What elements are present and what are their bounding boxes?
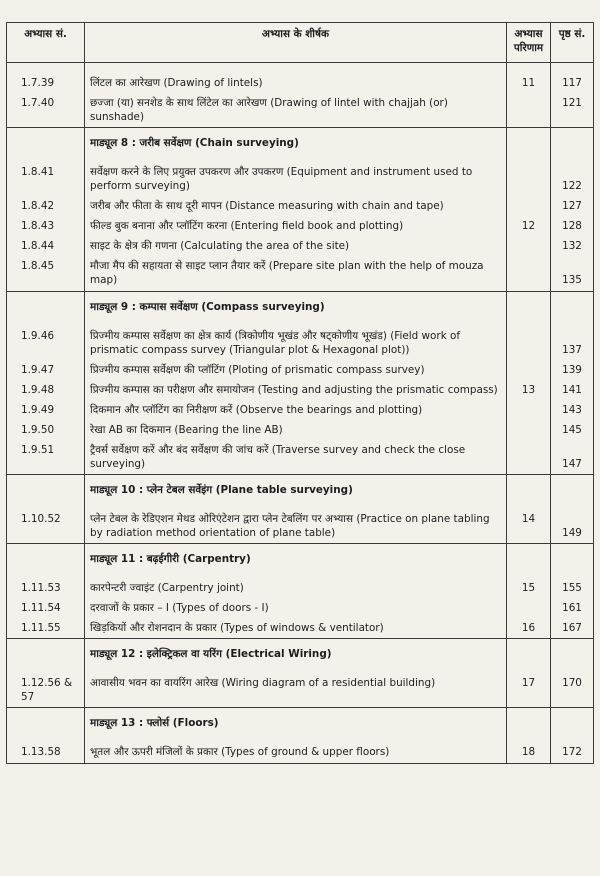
module-result: 18: [507, 742, 551, 763]
exercise-page: 117: [551, 73, 594, 93]
table-row: [7, 578, 594, 598]
exercise-title: सर्वेक्षण करने के लिए प्रयुक्त उपकरण और उपकरण (Equipment and instrument used to perform surveying): [85, 162, 507, 196]
exercise-title: प्रिज्मीय कम्पास सर्वेक्षण की प्लॉटिंग (Ploting of prismatic compass survey): [85, 360, 507, 380]
exercise-no: 1.9.47: [7, 360, 85, 380]
exercise-result: [507, 598, 551, 618]
exercise-no: 1.9.49: [7, 400, 85, 420]
exercise-no: 1.9.48: [7, 380, 85, 400]
exercise-page: 135: [551, 256, 594, 291]
blank-cell: [507, 400, 551, 420]
exercise-no: 1.9.46: [7, 326, 85, 360]
table-row: [7, 73, 594, 93]
exercise-page: 122: [551, 162, 594, 196]
blank-cell: [507, 360, 551, 380]
exercise-page: 132: [551, 236, 594, 256]
col-header-result-line2: परिणाम: [513, 42, 544, 55]
table-row: [7, 440, 594, 475]
exercise-title: जरीब और फीता के साथ दूरी मापन (Distance measuring with chain and tape): [85, 196, 507, 216]
col-header-result: [507, 23, 551, 63]
blank-cell: [551, 544, 594, 579]
module-heading: माड्यूल 8 : जरीब सर्वेक्षण (Chain surveying): [85, 128, 507, 163]
blank-cell: [7, 128, 85, 163]
table-row: [7, 380, 594, 400]
exercise-no: 1.8.43: [7, 216, 85, 236]
table-row: [7, 216, 594, 236]
module-heading: माड्यूल 13 : फ्लोर्स (Floors): [85, 708, 507, 743]
module-heading-row: [7, 291, 594, 326]
blank-cell: [551, 639, 594, 674]
blank-cell: [507, 474, 551, 509]
exercise-no: 1.7.39: [7, 73, 85, 93]
exercise-page: 141: [551, 380, 594, 400]
blank-cell: [507, 326, 551, 360]
exercise-title: आवासीय भवन का वायरिंग आरेख (Wiring diagram of a residential building): [85, 673, 507, 708]
blank-cell: [507, 544, 551, 579]
exercise-result: 11: [507, 73, 551, 93]
table-row: [7, 196, 594, 216]
blank-cell: [551, 474, 594, 509]
exercise-page: 147: [551, 440, 594, 475]
exercise-title: प्रिज्मीय कम्पास सर्वेक्षण का क्षेत्र कार्य (त्रिकोणीय भूखंड और षट्कोणीय भूखंड) (Field work of prismatic compass survey (Triangular plot & Hexagonal plot)): [85, 326, 507, 360]
module-heading-row: [7, 544, 594, 579]
table-row: [7, 256, 594, 291]
exercise-no: 1.8.44: [7, 236, 85, 256]
exercise-page: 172: [551, 742, 594, 763]
blank-cell: [507, 128, 551, 163]
module-heading-row: [7, 474, 594, 509]
module-result: 12: [507, 216, 551, 236]
table-row: [7, 162, 594, 196]
exercise-title: मौजा मैप की सहायता से साइट प्लान तैयार करें (Prepare site plan with the help of mouza map): [85, 256, 507, 291]
exercise-page: 139: [551, 360, 594, 380]
blank-cell: [507, 440, 551, 475]
exercise-title: लिंटल का आरेखण (Drawing of lintels): [85, 73, 507, 93]
module-heading: माड्यूल 12 : इलेक्ट्रिकल वा यरिंग (Electrical Wiring): [85, 639, 507, 674]
table-row: [7, 598, 594, 618]
table-row: [7, 420, 594, 440]
exercise-title: भूतल और ऊपरी मंजिलों के प्रकार (Types of ground & upper floors): [85, 742, 507, 763]
table-row: [7, 400, 594, 420]
exercise-page: 121: [551, 93, 594, 128]
blank-cell: [507, 639, 551, 674]
exercise-no: 1.7.40: [7, 93, 85, 128]
module-heading-row: [7, 708, 594, 743]
blank-cell: [7, 291, 85, 326]
exercise-title: रेखा AB का दिकमान (Bearing the line AB): [85, 420, 507, 440]
table-row: [7, 618, 594, 639]
exercise-page: 170: [551, 673, 594, 708]
table-row: [7, 236, 594, 256]
exercise-no: 1.13.58: [7, 742, 85, 763]
blank-cell: [507, 708, 551, 743]
exercise-page: 149: [551, 509, 594, 544]
exercise-title: दिकमान और प्लॉटिंग का निरीक्षण करें (Observe the bearings and plotting): [85, 400, 507, 420]
blank-cell: [507, 196, 551, 216]
col-header-page: पृष्ठ सं.: [551, 23, 594, 63]
exercise-page: 127: [551, 196, 594, 216]
blank-cell: [551, 128, 594, 163]
module-result: 17: [507, 673, 551, 708]
module-heading-row: [7, 128, 594, 163]
header-row: [7, 23, 594, 63]
exercise-title: कारपेन्टरी ज्वाइंट (Carpentry joint): [85, 578, 507, 598]
exercise-no: 1.8.41: [7, 162, 85, 196]
exercise-title: फील्ड बुक बनाना और प्लॉटिंग करना (Entering field book and plotting): [85, 216, 507, 236]
blank-cell: [507, 162, 551, 196]
exercise-result: 15: [507, 578, 551, 598]
table-row: [7, 326, 594, 360]
module-heading: माड्यूल 9 : कम्पास सर्वेक्षण (Compass surveying): [85, 291, 507, 326]
module-heading: माड्यूल 10 : प्लेन टेबल सर्वेइंग (Plane table surveying): [85, 474, 507, 509]
table-row: [7, 509, 594, 544]
blank-cell: [7, 544, 85, 579]
exercise-result: [507, 93, 551, 128]
contents-table: [6, 22, 594, 764]
exercise-page: 167: [551, 618, 594, 639]
contents-page: [6, 22, 593, 764]
exercise-no: 1.9.50: [7, 420, 85, 440]
exercise-no: 1.8.45: [7, 256, 85, 291]
exercise-page: 137: [551, 326, 594, 360]
exercise-no: 1.9.51: [7, 440, 85, 475]
exercise-no: 1.10.52: [7, 509, 85, 544]
exercise-no: 1.11.54: [7, 598, 85, 618]
blank-cell: [551, 708, 594, 743]
blank-cell: [507, 291, 551, 326]
module-result: 14: [507, 509, 551, 544]
exercise-title: प्रिज्मीय कम्पास का परीक्षण और समायोजन (Testing and adjusting the prismatic compass): [85, 380, 507, 400]
blank-cell: [551, 291, 594, 326]
exercise-no: 1.12.56 & 57: [7, 673, 85, 708]
exercise-title: खिड़कियों और रोशनदान के प्रकार (Types of windows & ventilator): [85, 618, 507, 639]
table-row: [7, 742, 594, 763]
contents-body: [7, 63, 594, 764]
exercise-page: 155: [551, 578, 594, 598]
blank-cell: [7, 474, 85, 509]
table-row: [7, 673, 594, 708]
blank-cell: [7, 639, 85, 674]
blank-cell: [7, 708, 85, 743]
blank-cell: [507, 236, 551, 256]
module-heading: माड्यूल 11 : बढ़ईगीरी (Carpentry): [85, 544, 507, 579]
table-row: [7, 93, 594, 128]
exercise-page: 128: [551, 216, 594, 236]
module-result: 13: [507, 380, 551, 400]
exercise-page: 161: [551, 598, 594, 618]
exercise-page: 145: [551, 420, 594, 440]
col-header-result-line1: अभ्यास: [514, 28, 543, 40]
exercise-title: ट्रैवर्स सर्वेक्षण करें और बंद सर्वेक्षण की जांच करें (Traverse survey and check the close surveying): [85, 440, 507, 475]
exercise-no: 1.11.53: [7, 578, 85, 598]
col-header-title: अभ्यास के शीर्षक: [85, 23, 507, 63]
exercise-no: 1.8.42: [7, 196, 85, 216]
exercise-title: साइट के क्षेत्र की गणना (Calculating the area of the site): [85, 236, 507, 256]
blank-cell: [507, 420, 551, 440]
spacer-row: [7, 63, 594, 74]
exercise-title: दरवाजों के प्रकार – I (Types of doors - I): [85, 598, 507, 618]
exercise-no: 1.11.55: [7, 618, 85, 639]
exercise-result: 16: [507, 618, 551, 639]
exercise-page: 143: [551, 400, 594, 420]
exercise-title: छज्जा (या) सनशेड के साथ लिंटेल का आरेखण (Drawing of lintel with chajjah (or) sunshade): [85, 93, 507, 128]
col-header-no: अभ्यास सं.: [7, 23, 85, 63]
blank-cell: [507, 256, 551, 291]
table-row: [7, 360, 594, 380]
exercise-title: प्लेन टेबल के रेडिएशन मेथड ओरिएंटेशन द्वारा प्लेन टेबलिंग पर अभ्यास (Practice on plane tabling by radiation method orientation of plane table): [85, 509, 507, 544]
module-heading-row: [7, 639, 594, 674]
